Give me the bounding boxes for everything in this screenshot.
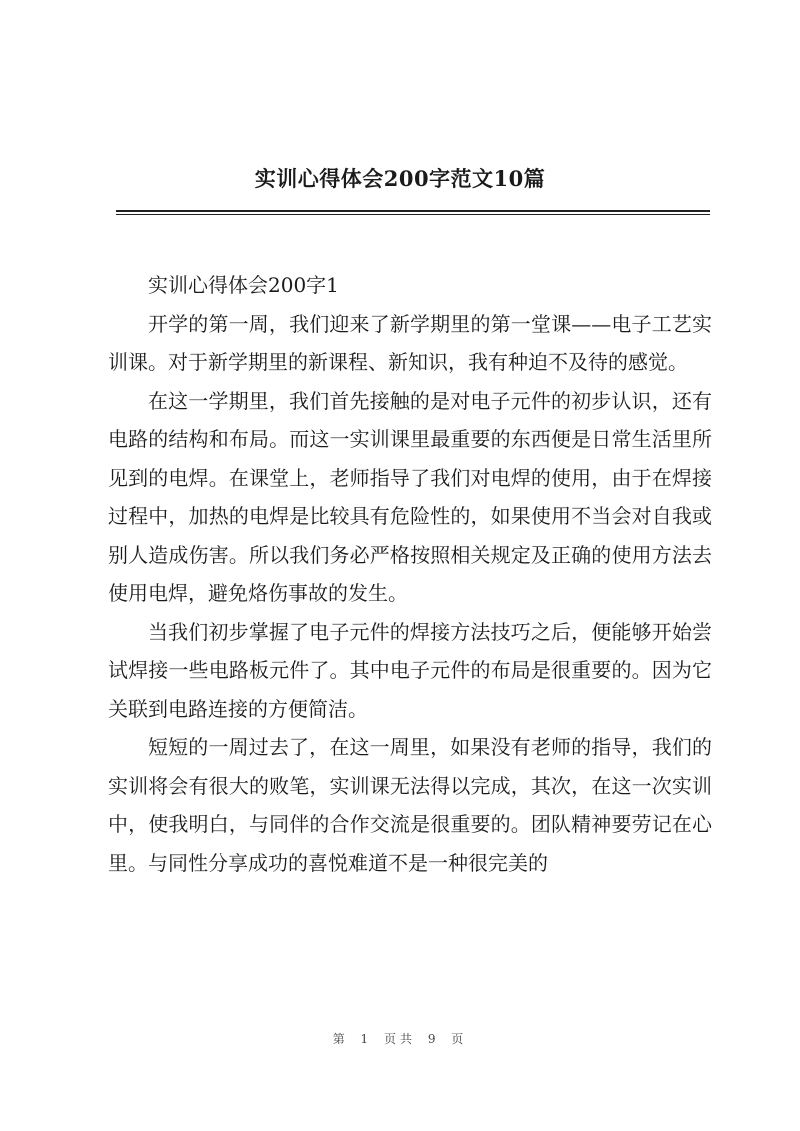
body-paragraph: 开学的第一周，我们迎来了新学期里的第一堂课——电子工艺实训课。对于新学期里的新课程、新知识，我有种迫不及待的感觉。 [108, 311, 712, 374]
title-rule-thin [116, 214, 710, 215]
page-footer: 第 1 页共 9 页 [332, 1032, 468, 1046]
body-paragraph: 短短的一周过去了，在这一周里，如果没有老师的指导，我们的实训将会有很大的败笔，实训课无法得以完成，其次，在这一次实训中，使我明白，与同伴的合作交流是很重要的。团队精神要劳记在心里。与同性分享成功的喜悦难道不是一种很完美的 [108, 735, 712, 875]
title-rule-thick [116, 210, 710, 212]
document-body [108, 266, 712, 882]
section-heading: 实训心得体会200字1 [148, 273, 339, 297]
body-paragraph: 在这一学期里，我们首先接触的是对电子元件的初步认识，还有电路的结构和布局。而这一实训课里最重要的东西便是日常生活里所见到的电焊。在课堂上，老师指导了我们对电焊的使用，由于在焊接过程中，加热的电焊是比较具有危险性的，如果使用不当会对自我或别人造成伤害。所以我们务必严格按照相关规定及正确的使用方法去使用电焊，避免烙伤事故的发生。 [108, 388, 712, 605]
document-title: 实训心得体会200字范文10篇 [254, 166, 546, 191]
body-paragraph: 当我们初步掌握了电子元件的焊接方法技巧之后，便能够开始尝试焊接一些电路板元件了。其中电子元件的布局是很重要的。因为它关联到电路连接的方便简洁。 [108, 619, 712, 721]
